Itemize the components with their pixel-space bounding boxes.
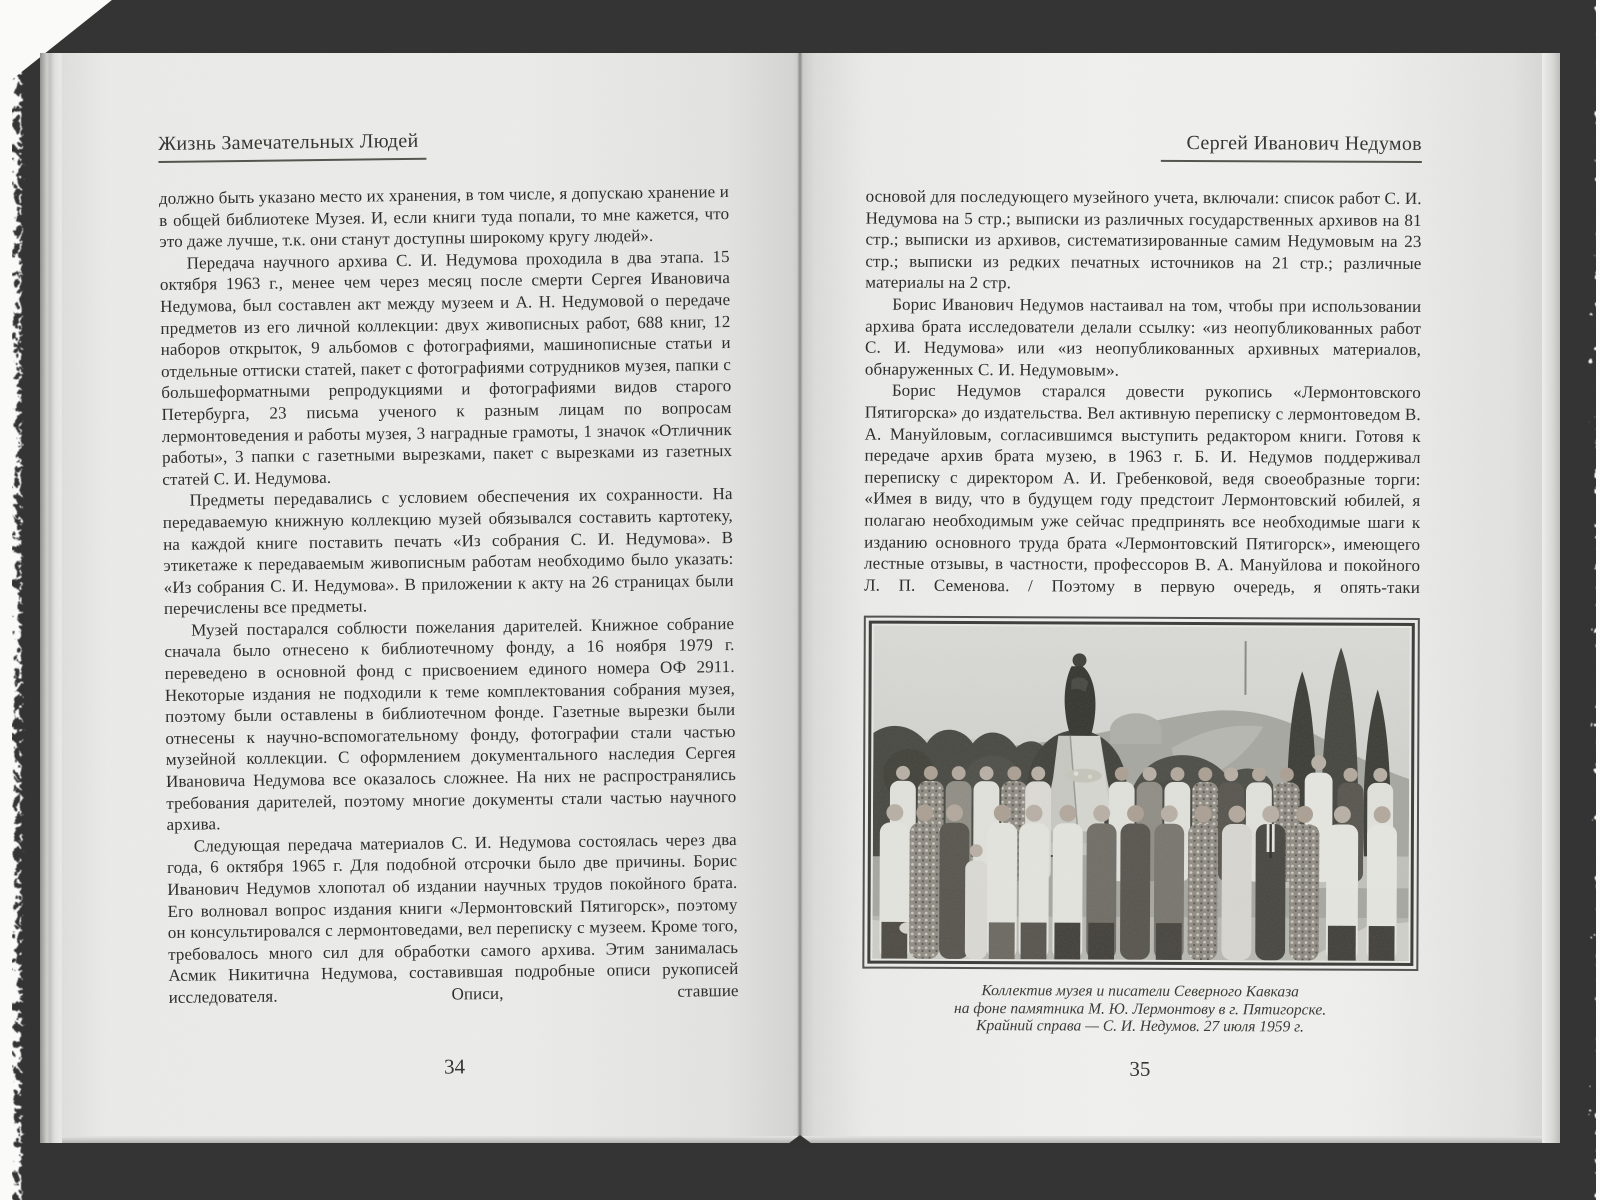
caption-line: на фоне памятника М. Ю. Лермонтову в г. Пятигорске. (954, 999, 1327, 1019)
running-head-left-text: Жизнь Замечательных Людей (158, 130, 427, 163)
photo-frame (862, 616, 1420, 971)
photo-grain (872, 626, 1409, 961)
page-number-left: 34 (443, 1054, 466, 1079)
running-head-right (866, 131, 1422, 163)
paragraph: Предметы передавались с условием обеспечения их сохранности. На передаваемую книжную коллекцию музей обязывался составить картотеку, на каждой книге поставить печать «Из собрания С. И. Недумова». В этикетаже к передаваемым живописным работам необходимо было указать: «Из собрания С. И. Недумова». В приложении к акту на 26 страницах были перечислены все предметы. (162, 484, 734, 619)
page-number-right: 35 (1129, 1056, 1151, 1081)
photo-caption (862, 982, 1418, 1037)
right-page-content (862, 123, 1422, 1105)
group-photo-figure (862, 616, 1420, 971)
running-head-right-text: Сергей Иванович Недумов (1160, 132, 1421, 163)
book-cover-edge-left (40, 53, 62, 1143)
page-stack-edge-right (1542, 53, 1560, 1143)
open-book (40, 53, 1560, 1143)
group-photo (872, 626, 1409, 961)
paragraph: Борис Иванович Недумов настаивал на том, чтобы при использовании архива брата исследователи делали ссылку: «из неопубликованных работ С. И. Недумова» или «из неопубликованных архивных материалов, обнаруженных С. И. Недумовым». (864, 294, 1422, 380)
left-page-body (159, 181, 739, 1008)
paragraph: Передача научного архива С. И. Недумова проходила в два этапа. 15 октября 1963 г., менее чем через месяц после смерти Сергея Ивановича Недумова, был составлен акт между музеем и А. Н. Недумовой о передаче предметов из его личной коллекции: двух живописных работ, 688 книг, 12 наборов открыток, 9 альбомов с фотографиями, машинописные статьи и отдельные оттиски статей, пакет с фотографиями сотрудников музея, папки с большеформатными репродукциями и фотографиями видов старого Петербурга, 23 письма ученого к разным лицам по вопросам лермонтоведения и работы музея, 3 наградные грамоты, 1 значок «Отличник работы», 3 папки с газетными вырезками, пакет с вырезками из газетных статей С. И. Недумова. (159, 246, 733, 489)
photo-frame-inner (867, 621, 1414, 966)
left-page-content (158, 118, 740, 1105)
paragraph: основой для последующего музейного учета, включали: список работ С. И. Недумова на 5 стр.; выписки из различных государственных архивов на 81 стр.; выписки из архивов, систематизированные самим Недумовым на 23 стр.; выписки из редких печатных источников на 21 стр.; различные материалы на 2 стр. (865, 186, 1422, 293)
spine-gutter (797, 53, 803, 1138)
paragraph: Музей постарался соблюсти пожелания дарителей. Книжное собрание сначала было отнесено к библиотечному фонду, а 16 ноября 1979 г. переведено в основной фонд с присвоением единого номера ОФ 2911. Некоторые издания не подходили к теме комплектования собрания музея, поэтому были оставлены в библиотечном фонде. Газетные вырезки были отнесены к научно-вспомогательному фонду, фотографии стали частью музейной коллекции. С оформлением документального наследия Сергея Ивановича Недумова все оказалось сложнее. На них не распространялись требования дарителей, поэтому многие документы стали частью научного архива. (164, 613, 737, 835)
paragraph: Следующая передача материалов С. И. Недумова состоялась через два года, 6 октября 1965 г. Для подобной отсрочки было две причины. Борис Иванович Недумов хлопотал об издании научных трудов покойного брата. Его волновал вопрос издания книги «Лермонтовский Пятигорск», поэтому он консультировался с лермонтоведами, вел переписку с музеем. Кроме того, требовалось много сил для обработки самого архива. Этим занималась Асмик Никитична Недумова, составившая подробные описи рукописей исследователя. Описи, ставшие (166, 829, 739, 1007)
paragraph: Борис Недумов старался довести рукопись «Лермонтовского Пятигорска» до издательства. Вел активную переписку с лермонтоведом В. А. Мануйловым, согласившимся выступить редактором книги. Готовя к передаче архив брата музею, в 1963 г. Б. И. Недумов поддерживал переписку с директором А. И. Гребенковой, ведя своеобразные торги: «Имея в виду, что в будущем году предстоит Лермонтовский юбилей, я полагаю необходимым уже сейчас предпринять все необходимые шаги к изданию основного труда брата «Лермонтовский Пятигорск», имеющего лестные отзывы, в частности, профессоров В. А. Мануйлова и покойного Л. П. Семенова. / Поэтому в первую очередь, я опять-таки (863, 381, 1421, 597)
running-head-left (158, 126, 728, 163)
caption-line: Коллектив музея и писатели Северного Кавказа (981, 982, 1299, 1001)
paragraph: должно быть указано место их хранения, в том числе, я допускаю хранение и в общей библиотеке Музея. И, если книги туда попали, то мне кажется, что это даже лучше, т.к. они станут доступны широкому кругу людей». (158, 182, 730, 252)
caption-line: Крайний справа — С. И. Недумов. 27 июля 1959 г. (976, 1017, 1304, 1036)
right-page-body (864, 186, 1422, 599)
